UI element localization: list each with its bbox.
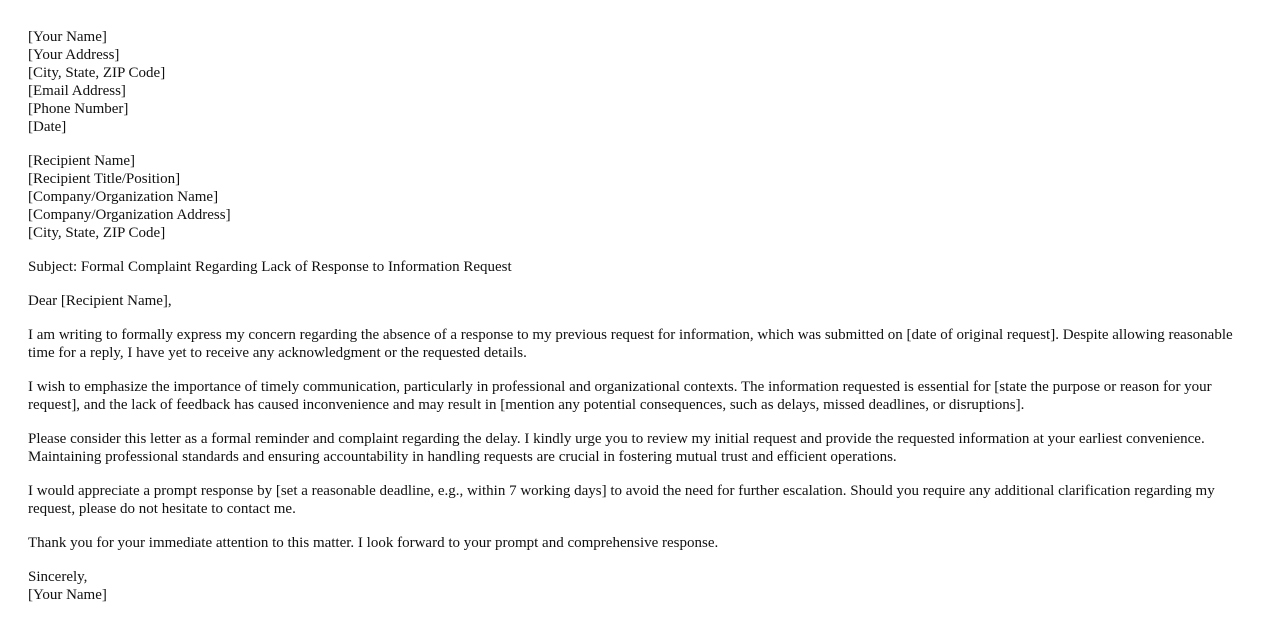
letter-date: [Date] xyxy=(28,119,67,135)
letter-document xyxy=(28,28,1250,620)
body-paragraph-2: I wish to emphasize the importance of timely communication, particularly in professional and organizational contexts. The information requested is essential for [state the purpose or reason for your request], and the lack of feedback has caused inconvenience and may result in [mention any potential consequences, such as delays, missed deadlines, or disruptions]. xyxy=(28,379,1212,413)
body-paragraph-4: I would appreciate a prompt response by [set a reasonable deadline, e.g., within 7 working days] to avoid the need for further escalation. Should you require any additional clarification regarding my request, please do not hesitate to contact me. xyxy=(28,483,1215,517)
subject-line: Subject: Formal Complaint Regarding Lack of Response to Information Request xyxy=(28,259,512,275)
sender-address: [Your Address] xyxy=(28,47,120,63)
recipient-city-state-zip: [City, State, ZIP Code] xyxy=(28,225,166,241)
sender-email: [Email Address] xyxy=(28,83,126,99)
body-paragraph-1: I am writing to formally express my concern regarding the absence of a response to my previous request for information, which was submitted on [date of original request]. Despite allowing reasonable time for a reply, I have yet to receive any acknowledgment or the requested details. xyxy=(28,327,1233,361)
body-paragraph-5: Thank you for your immediate attention to this matter. I look forward to your prompt and comprehensive response. xyxy=(28,535,719,551)
body-paragraph-3: Please consider this letter as a formal reminder and complaint regarding the delay. I kindly urge you to review my initial request and provide the requested information at your earliest convenience. Maintaining professional standards and ensuring accountability in handling requests are crucial in fostering mutual trust and efficient operations. xyxy=(28,431,1205,465)
closing-block xyxy=(28,568,1250,604)
valediction: Sincerely, xyxy=(28,569,88,585)
sender-city-state-zip: [City, State, ZIP Code] xyxy=(28,65,166,81)
recipient-name: [Recipient Name] xyxy=(28,153,136,169)
signature-name: [Your Name] xyxy=(28,587,107,603)
sender-name: [Your Name] xyxy=(28,29,107,45)
recipient-company-address: [Company/Organization Address] xyxy=(28,207,231,223)
recipient-company: [Company/Organization Name] xyxy=(28,189,219,205)
recipient-block xyxy=(28,152,1250,242)
sender-phone: [Phone Number] xyxy=(28,101,129,117)
sender-block xyxy=(28,28,1250,136)
recipient-title: [Recipient Title/Position] xyxy=(28,171,181,187)
salutation: Dear [Recipient Name], xyxy=(28,293,172,309)
